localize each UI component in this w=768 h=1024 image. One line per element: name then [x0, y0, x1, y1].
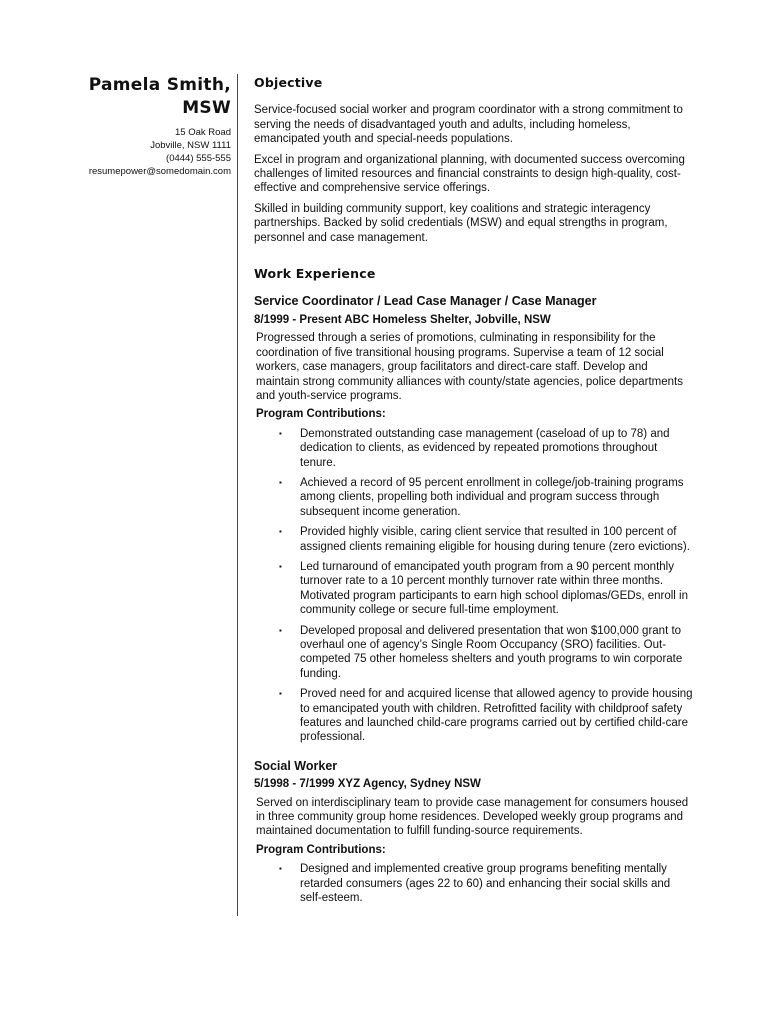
- city: Jobville, NSW 1111: [150, 140, 231, 151]
- job-dates: 8/1999 - Present ABC Homeless Shelter, Jobville, NSW: [254, 313, 551, 326]
- main-column: [254, 76, 694, 912]
- job-description: Served on interdisciplinary team to provide case management for consumers housed in three community group home residences. Developed weekly group programs and maintained documentation to fulfill funding-source requirements.: [256, 796, 689, 838]
- job-entry: [254, 294, 694, 744]
- contact-block: [60, 126, 231, 178]
- list-item: [254, 560, 694, 618]
- bullet-icon: ▪: [279, 561, 282, 571]
- contributions-list: [254, 427, 694, 745]
- list-item: [254, 624, 694, 682]
- bullet-text: Proved need for and acquired license that allowed agency to provide housing to emancipated youth with children. Retrofitted facility with childproof safety features and launched child-care programs carried out by certified child-care professional.: [300, 688, 693, 744]
- objective-paragraph: Service-focused social worker and program coordinator with a strong commitment to serving the needs of disadvantaged youth and adults, including homeless, emancipated youth and special-needs populations.: [254, 104, 683, 146]
- list-item: [254, 862, 694, 905]
- contributions-label: Program Contributions:: [256, 843, 386, 856]
- list-item: [254, 427, 694, 470]
- phone: (0444) 555-555: [166, 153, 231, 164]
- email: resumepower@somedomain.com: [88, 166, 231, 177]
- objective-paragraph: Excel in program and organizational planning, with documented success overcoming challenges of limited resources and financial constraints to design high-quality, cost-effective and comprehensive service offerings.: [254, 153, 685, 195]
- list-item: [254, 687, 694, 745]
- job-description: Progressed through a series of promotions, culminating in responsibility for the coordination of five transitional housing programs. Supervise a team of 12 social workers, case managers, group facilitators and direct-care staff. Develop and maintain strong community alliances with county/state agencies, police departments and youth-service programs.: [256, 332, 683, 402]
- bullet-text: Demonstrated outstanding case management (caseload of up to 78) and dedication to clients, as evidenced by repeated promotions throughout tenure.: [300, 427, 670, 469]
- contributions-label: Program Contributions:: [256, 408, 386, 421]
- job-dates: 5/1998 - 7/1999 XYZ Agency, Sydney NSW: [254, 778, 481, 791]
- bullet-icon: ▪: [279, 625, 282, 635]
- job-entry: [254, 759, 694, 906]
- vertical-divider: [237, 74, 238, 916]
- name-line-2: MSW: [182, 98, 231, 118]
- bullet-text: Provided highly visible, caring client service that resulted in 100 percent of assigned clients remaining eligible for housing during tenure (zero evictions).: [300, 526, 690, 553]
- name-line-1: Pamela Smith,: [88, 75, 231, 95]
- bullet-text: Developed proposal and delivered presentation that won $100,000 grant to overhaul one of agency’s Single Room Occupancy (SRO) facilities. Out-competed 75 other homeless shelters and youth programs to win corporate funding.: [300, 624, 683, 680]
- bullet-text: Designed and implemented creative group programs benefiting mentally retarded consumers (ages 22 to 60) and enhancing their social skills and self-esteem.: [300, 863, 671, 905]
- bullet-icon: ▪: [279, 527, 282, 537]
- bullet-icon: ▪: [279, 689, 282, 699]
- bullet-icon: ▪: [279, 864, 282, 874]
- list-item: [254, 476, 694, 519]
- bullet-text: Led turnaround of emancipated youth program from a 90 percent monthly turnover rate to a 10 percent monthly turnover rate within three months. Motivated program participants to earn high school diplomas/GEDs, enroll in community college or secure full-time employment.: [300, 560, 688, 617]
- objective-paragraph: Skilled in building community support, key coalitions and strategic interagency partnerships. Backed by solid credentials (MSW) and equal strengths in program, personnel and case management.: [254, 202, 668, 244]
- work-experience-heading: Work Experience: [254, 266, 376, 282]
- contributions-list: [254, 862, 694, 905]
- bullet-icon: ▪: [279, 477, 282, 487]
- job-title: Social Worker: [254, 758, 338, 773]
- bullet-icon: ▪: [279, 428, 282, 438]
- candidate-name: [60, 74, 231, 120]
- address: 15 Oak Road: [175, 127, 231, 138]
- bullet-text: Achieved a record of 95 percent enrollment in college/job-training programs among clients, propelling both individual and program success through subsequent income generation.: [300, 476, 684, 518]
- job-title: Service Coordinator / Lead Case Manager / Case Manager: [254, 294, 597, 309]
- contact-column: [60, 74, 231, 178]
- objective-heading: Objective: [254, 75, 323, 90]
- list-item: [254, 525, 694, 554]
